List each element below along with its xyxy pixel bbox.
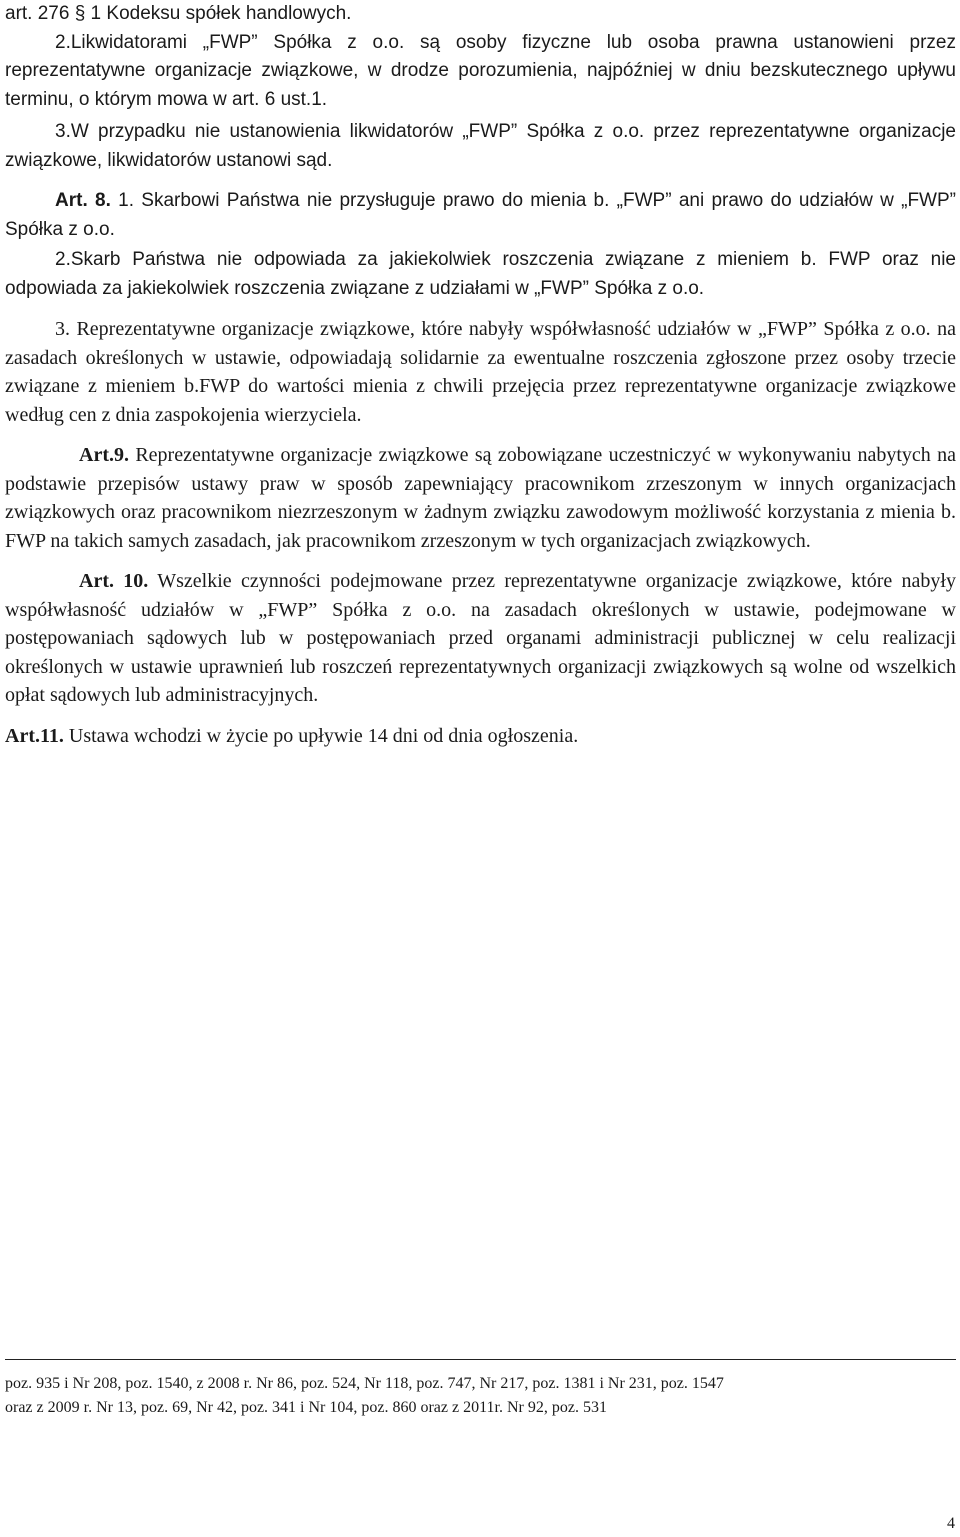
art8-paragraph-1-text: 1. Skarbowi Państwa nie przysługuje prawo do mienia b. „FWP” ani prawo do udziałów w „FWP” Spółka z o.o. [5, 190, 956, 240]
art9-paragraph [5, 441, 956, 555]
page-number: 4 [947, 1515, 955, 1532]
footnotes [5, 1372, 956, 1420]
footnote-divider [5, 1359, 956, 1360]
art8-paragraph-3: 3. Reprezentatywne organizacje związkowe, które nabyły współwłasność udziałów w „FWP” Spółka z o.o. na zasadach określonych w ustawie, odpowiadają solidarnie za ewentualne roszczenia zgłoszone przez osoby trzecie związane z mieniem b.FWP do wartości mienia z chwili przejęcia przez reprezentatywne organizacje związkowe według cen z dnia zaspokojenia wierzyciela. [5, 318, 956, 426]
art9-heading: Art.9. [79, 444, 129, 466]
document-body [5, 0, 956, 750]
art11-paragraph [5, 722, 956, 751]
footnote-line-2: oraz z 2009 r. Nr 13, poz. 69, Nr 42, poz. 341 i Nr 104, poz. 860 oraz z 2011r. Nr 92, poz. 531 [5, 1399, 607, 1416]
art8-paragraph-1 [5, 187, 956, 244]
art9-text: Reprezentatywne organizacje związkowe są zobowiązane uczestniczyć w wykonywaniu nabytych na podstawie przepisów ustawy praw w sposób zapewniający pracownikom zrzeszonym w innych organizacjach związkowych oraz pracownikom niezrzeszonym w żadnym związku zawodowym możliwość korzystania z mienia b. FWP na takich samych zasadach, jak pracownikom zrzeszonym w tych organizacjach związkowych. [5, 444, 956, 552]
art7-paragraph-2: 2.Likwidatorami „FWP” Spółka z o.o. są osoby fizyczne lub osoba prawna ustanowieni przez reprezentatywne organizacje związkowe, w drodze porozumienia, najpóźniej w dniu bezskutecznego upływu terminu, o którym mowa w art. 6 ust.1. [5, 31, 956, 110]
art7-paragraph-3: 3.W przypadku nie ustanowienia likwidatorów „FWP” Spółka z o.o. przez reprezentatywne organizacje związkowe, likwidatorów ustanowi sąd. [5, 121, 956, 171]
art8-heading: Art. 8. [55, 190, 111, 211]
intro-line: art. 276 § 1 Kodeksu spółek handlowych. [5, 3, 352, 24]
art10-heading: Art. 10. [79, 570, 149, 592]
art11-text: Ustawa wchodzi w życie po upływie 14 dni od dnia ogłoszenia. [68, 724, 579, 747]
art8-paragraph-2: 2.Skarb Państwa nie odpowiada za jakiekolwiek roszczenia związane z mieniem b. FWP oraz nie odpowiada za jakiekolwiek roszczenia związane z udziałami w „FWP” Spółka z o.o. [5, 249, 956, 299]
art10-paragraph [5, 567, 956, 710]
footnote-line-1: poz. 935 i Nr 208, poz. 1540, z 2008 r. Nr 86, poz. 524, Nr 118, poz. 747, Nr 217, poz. 1381 i Nr 231, poz. 1547 [5, 1375, 724, 1392]
art11-heading: Art.11. [5, 724, 64, 747]
art10-text: Wszelkie czynności podejmowane przez reprezentatywne organizacje związkowe, które nabyły współwłasność udziałów w „FWP” Spółka z o.o. na zasadach określonych w ustawie, podejmowane w postępowaniach sądowych lub w postępowaniach przed organami administracji publicznej w celu realizacji określonych w ustawie uprawnień lub roszczeń reprezentatywnych organizacji związkowych są wolne od wszelkich opłat sądowych lub administracyjnych. [5, 570, 956, 706]
